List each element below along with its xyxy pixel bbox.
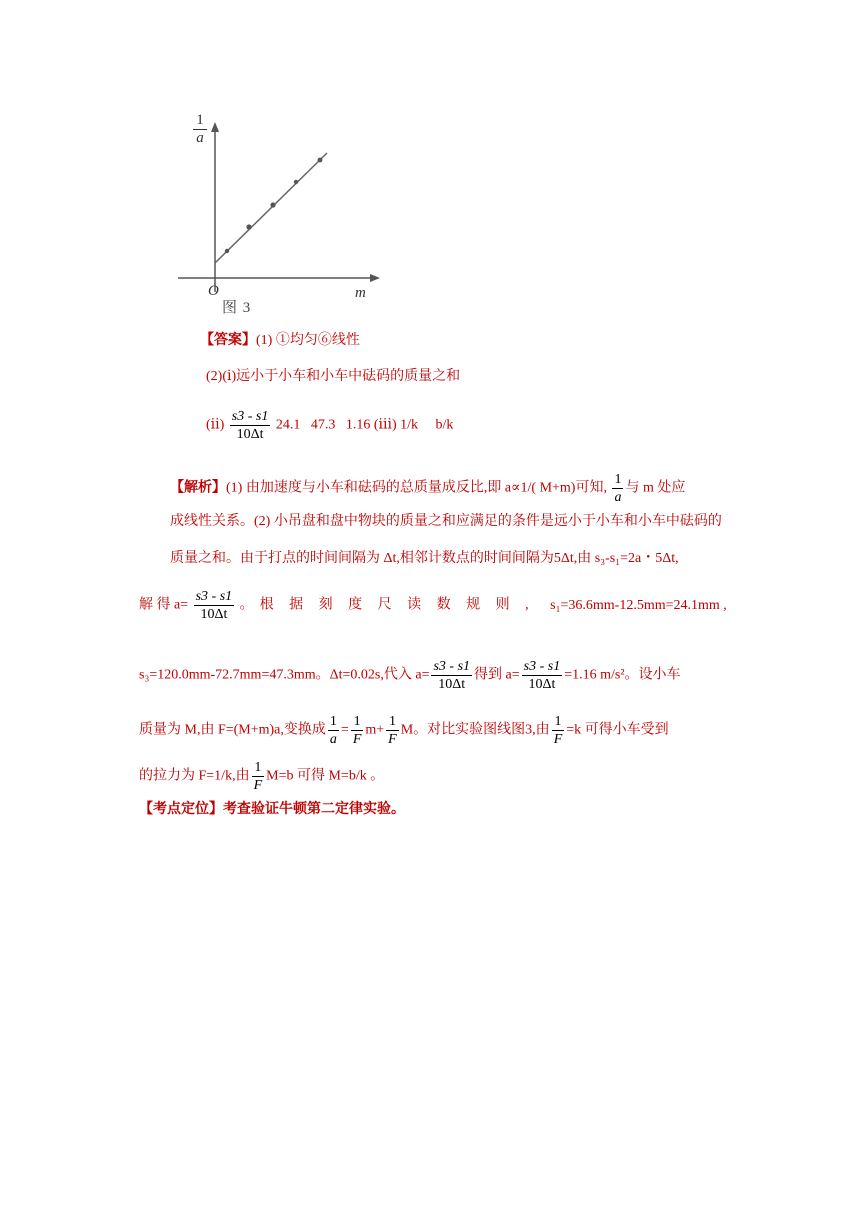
analysis-frac-f: $\frac{1}{F}$ [388, 714, 397, 747]
answer-values: 24.1 47.3 1.16 [275, 417, 371, 433]
data-point [270, 202, 275, 207]
answer-part1: (1) ①均匀⑥线性 [256, 333, 360, 348]
analysis-frac-g: $\frac{1}{F}$ [553, 714, 563, 747]
answer-ii-prefix: (ⅱ) [206, 417, 225, 433]
analysis-frac-a: $\frac{s3 - s1}{10\Delta t}$ [195, 589, 233, 622]
analysis-line-6: 质量为 M,由 F=(M+m)a,变换成 $\frac{1}{a}$ = $\frac{1}{F}$ m+ $\frac{1}{F}$ M。对比实验图线图3,由 $\frac{1}{F}$ =k 可得小车受到 [139, 714, 669, 747]
answer-iii: (ⅲ) 1/k b/k [373, 417, 454, 433]
answer-line-2: (2)(ⅰ)远小于小车和小车中砝码的质量之和 [206, 369, 461, 384]
analysis-line-2: 成线性关系。(2) 小吊盘和盘中物块的质量之和应满足的条件是远小于小车和小车中砝码的 [170, 514, 722, 529]
answer-fraction: $\frac{s3 - s1}{10\Delta t}$ [231, 409, 269, 442]
analysis-line-5: s₃=120.0mm-72.7mm=47.3mm。Δt=0.02s,代入 a= $\frac{s3 - s1}{10\Delta t}$ 得到 a= $\frac{s3 - s1}{10\Delta t}$ =1.16 m/s²。设小车 [139, 659, 681, 692]
data-point [294, 180, 298, 184]
analysis-frac-d: $\frac{1}{a}$ [329, 714, 337, 747]
kaodian-line: 【考点定位】考查验证牛顿第二定律实验。 [139, 802, 405, 817]
analysis-tag: 【解析】 [170, 480, 226, 496]
analysis-frac-c: $\frac{s3 - s1}{10\Delta t}$ [523, 659, 561, 692]
analysis-frac-e: $\frac{1}{F}$ [352, 714, 362, 747]
analysis-line-7: 的拉力为 F=1/k,由 $\frac{1}{F}$ M=b 可得 M=b/k 。 [139, 760, 385, 793]
y-axis-arrow [211, 122, 219, 132]
y-axis-label [192, 112, 208, 147]
data-point [246, 224, 251, 229]
x-axis-label: m [355, 285, 366, 301]
analysis-line-3: 质量之和。由于打点的时间间隔为 Δt,相邻计数点的时间间隔为5Δt,由 s₃-s₁=2a・5Δt, [170, 551, 679, 566]
y-label-den: a [196, 130, 204, 146]
figure-caption: 图 3 [222, 300, 252, 316]
fit-line [215, 153, 327, 263]
answer-line-3 [206, 408, 453, 443]
y-label-num: 1 [196, 112, 204, 128]
data-point [225, 249, 229, 253]
analysis-frac-h: $\frac{1}{F}$ [253, 760, 263, 793]
analysis-frac-b: $\frac{s3 - s1}{10\Delta t}$ [433, 659, 471, 692]
analysis-line-1: 【解析】(1) 由加速度与小车和砝码的总质量成反比,即 a∝1/( M+m)可知, $\frac{1}{a}$ 与 m 处应 [170, 472, 686, 505]
answer-tag: 【答案】 [200, 333, 256, 348]
origin-label: O [208, 283, 219, 299]
graph-figure [170, 100, 390, 325]
data-point [318, 158, 323, 163]
analysis-line-4: 解 得 a= $\frac{s3 - s1}{10\Delta t}$ 。根 据 刻 度 尺 读 数 规 则 , s₁=36.6mm-12.5mm=24.1mm , [139, 589, 727, 622]
x-axis-arrow [370, 274, 380, 282]
analysis-frac-1-over-a: $\frac{1}{a}$ [614, 472, 622, 505]
answer-line-1 [200, 331, 360, 351]
